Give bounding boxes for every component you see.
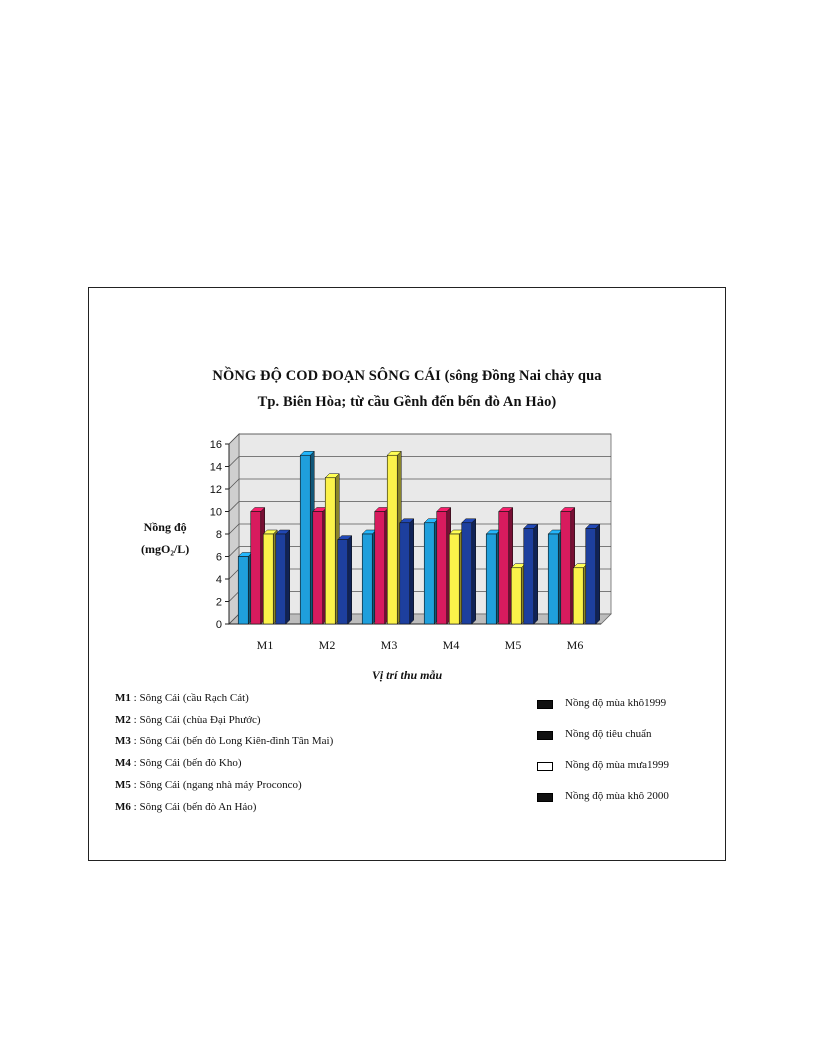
bar-side-m3-s4 [410, 519, 414, 624]
y-tick-label: 0 [215, 619, 222, 631]
y-tick-label: 4 [215, 574, 222, 586]
bar-m3-s4 [400, 523, 410, 624]
y-tick-label: 2 [215, 596, 222, 609]
legend-label: Nồng độ mùa khô 2000 [565, 790, 669, 802]
y-axis-label-line2: (mgO₂/L) [141, 542, 190, 556]
bar-m4-s4 [462, 523, 472, 624]
bar-chart [89, 288, 725, 660]
bar-m5-s3 [511, 568, 521, 624]
bar-m4-s2 [437, 512, 447, 625]
x-tick-label: M3 [380, 638, 398, 652]
legend-swatch [537, 700, 553, 709]
y-axis-label-line1: Nồng độ [143, 520, 187, 534]
y-tick-label: 12 [209, 484, 222, 496]
x-tick-label: M1 [256, 638, 274, 652]
legend-swatch [537, 793, 553, 802]
x-tick-label: M5 [504, 638, 522, 652]
bar-m5-s4 [524, 528, 534, 624]
bar-m6-s2 [561, 512, 571, 625]
bar-side-m2-s4 [348, 536, 352, 624]
chart-frame [88, 287, 726, 861]
y-tick-label: 6 [215, 551, 222, 564]
bar-side-m6-s4 [596, 524, 600, 624]
bar-m6-s4 [586, 528, 596, 624]
site-item: M6 : Sông Cái (bến đò An Hảo) [115, 800, 257, 813]
site-item: M1 : Sông Cái (cầu Rạch Cát) [115, 692, 249, 704]
bar-m2-s2 [313, 512, 323, 625]
bar-m3-s2 [375, 512, 385, 625]
chart-title-line2: Tp. Biên Hòa; từ cầu Gềnh đến bến đò An Hảo) [257, 394, 557, 410]
bar-side-m4-s4 [472, 519, 476, 624]
bar-m4-s1 [424, 523, 434, 624]
y-tick-label: 16 [209, 439, 222, 451]
legend-swatch [537, 731, 553, 740]
bar-m1-s1 [238, 557, 248, 625]
y-tick-label: 14 [209, 461, 222, 474]
bar-m2-s1 [300, 455, 310, 624]
bar-m6-s3 [573, 568, 583, 624]
chart-title-line1: NỒNG ĐỘ COD ĐOẠN SÔNG CÁI (sông Đồng Nai chảy qua [212, 368, 602, 384]
x-tick-label: M4 [442, 638, 460, 652]
bar-m2-s4 [338, 540, 348, 624]
site-item: M4 : Sông Cái (bến đò Kho) [115, 757, 242, 770]
bar-side-m1-s4 [286, 530, 290, 624]
x-tick-label: M6 [566, 638, 584, 652]
legend-label: Nồng độ tiêu chuẩn [565, 728, 652, 740]
bar-m5-s2 [499, 512, 509, 625]
x-axis-label: Vị trí thu mẫu [371, 668, 443, 682]
bar-m6-s1 [548, 534, 558, 624]
bar-m1-s3 [263, 534, 273, 624]
y-tick-label: 10 [209, 506, 222, 519]
legend-label: Nồng độ mùa khô1999 [565, 697, 667, 709]
bar-m1-s4 [276, 534, 286, 624]
site-list [115, 688, 333, 818]
bar-m1-s2 [251, 512, 261, 625]
x-tick-label: M2 [318, 638, 336, 652]
site-item: M5 : Sông Cái (ngang nhà máy Proconco) [115, 778, 302, 791]
bar-m2-s3 [325, 478, 335, 624]
bar-m4-s3 [449, 534, 459, 624]
bar-side-m5-s4 [534, 524, 538, 624]
bar-m5-s1 [486, 534, 496, 624]
legend-label: Nồng độ mùa mưa1999 [565, 759, 670, 771]
bar-m3-s3 [387, 455, 397, 624]
legend-swatch [537, 762, 553, 771]
bar-m3-s1 [362, 534, 372, 624]
site-item: M2 : Sông Cái (chùa Đại Phước) [115, 713, 261, 726]
site-item: M3 : Sông Cái (bến đò Long Kiên-đình Tân Mai) [115, 735, 334, 748]
y-tick-label: 8 [215, 529, 222, 541]
